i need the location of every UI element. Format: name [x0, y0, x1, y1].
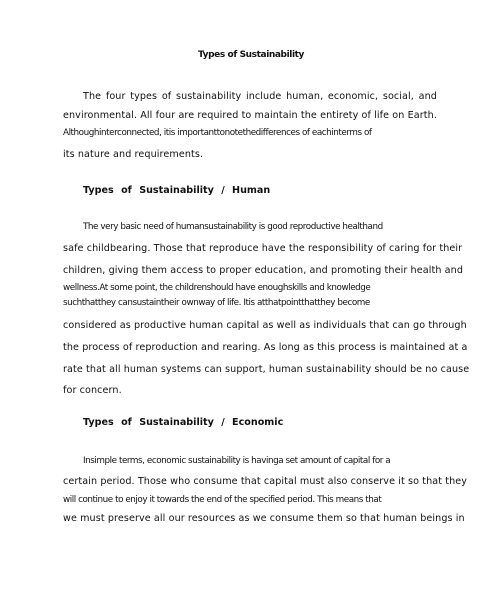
- human-line-2: safe childbearing. Those that reproduce have the responsibility of caring for their: [63, 243, 463, 254]
- human-line-3: children, giving them access to proper education, and promoting their health and: [63, 265, 464, 276]
- economic-line-2: certain period. Those who consume that capital must also conserve it so that they: [63, 476, 468, 487]
- section-heading-human: Types of Sustainability / Human: [83, 185, 271, 196]
- section-heading-economic: Types of Sustainability / Economic: [83, 417, 284, 428]
- economic-line-1: Insimple terms, economic sustainability is havinga set amount of capital for a: [83, 456, 391, 466]
- intro-line-4: its nature and requirements.: [63, 149, 204, 160]
- document-title: Types of Sustainability: [197, 50, 305, 60]
- intro-line-2: environmental. All four are required to maintain the entirety of life on Earth.: [63, 110, 437, 121]
- human-line-6: considered as productive human capital as well as individuals that can go through: [63, 320, 467, 331]
- intro-line-3: Althoughinterconnected, itis importanttonotethedifferences of eachinterms of: [63, 128, 372, 138]
- human-line-7: the process of reproduction and rearing. As long as this process is maintained at a: [63, 342, 468, 353]
- human-line-4: wellness.At some point, the childrenshould have enoughskills and knowledge: [63, 283, 371, 293]
- economic-line-3: will continue to enjoy it towards the end of the specified period. This means that: [63, 495, 382, 505]
- human-line-8: rate that all human systems can support, human sustainability should be no cause: [63, 364, 470, 375]
- human-line-1: The very basic need of humansustainability is good reproductive healthand: [83, 222, 383, 232]
- intro-line-1: The four types of sustainability include human, economic, social, and: [83, 91, 437, 102]
- human-line-5: suchthatthey cansustaintheir ownway of life. Itis atthatpointthatthey become: [63, 298, 370, 308]
- economic-line-4: we must preserve all our resources as we consume them so that human beings in: [63, 513, 465, 524]
- human-line-9: for concern.: [63, 385, 122, 396]
